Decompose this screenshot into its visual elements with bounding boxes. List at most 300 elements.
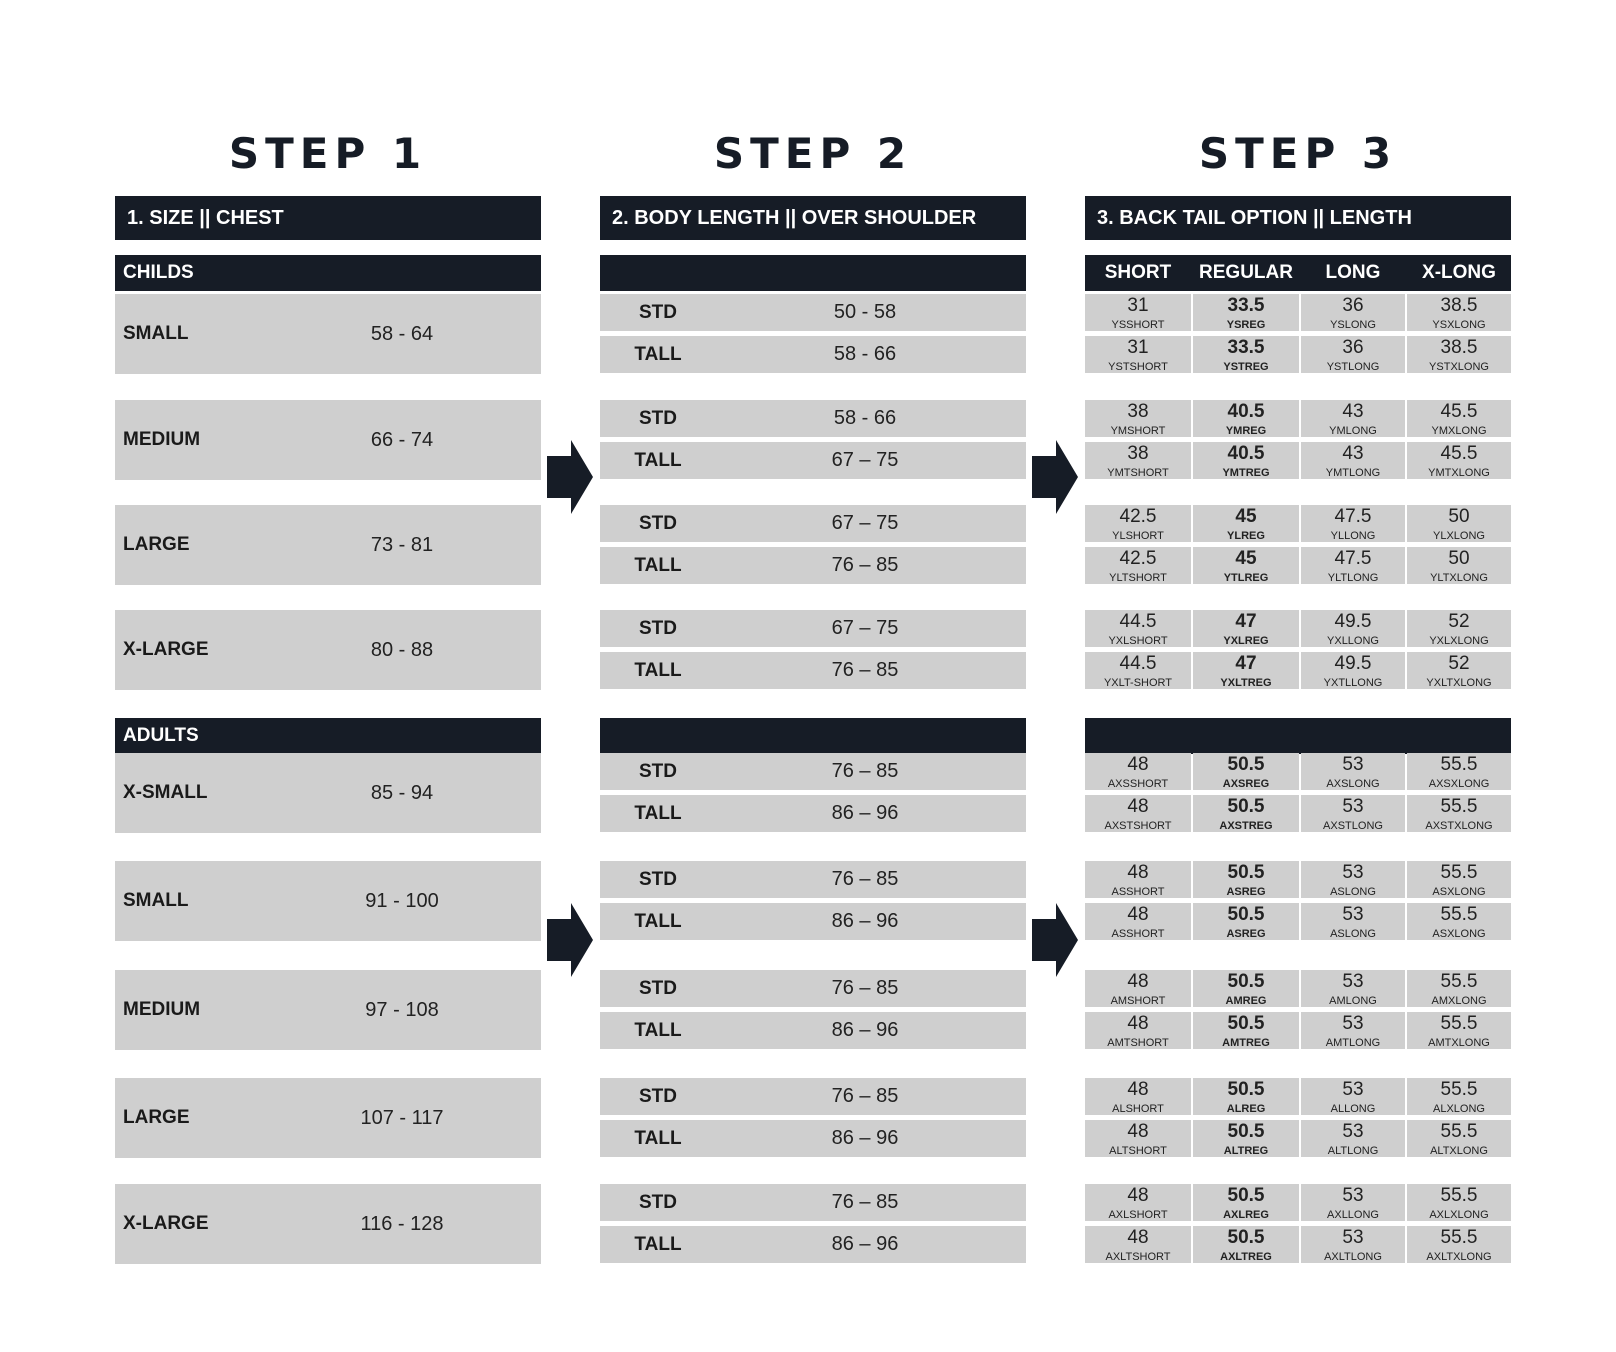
fit-label: STD: [639, 1191, 677, 1213]
tail-code: YLTXLONG: [1430, 572, 1488, 584]
tail-code: AMLONG: [1329, 995, 1377, 1007]
tail-length: 48: [1127, 1227, 1149, 1248]
chest-range: 116 - 128: [360, 1212, 444, 1235]
fit-label: TALL: [634, 1233, 682, 1255]
size-label: SMALL: [123, 890, 189, 911]
section-bar-blank: [600, 255, 1026, 291]
tail-option-cell[interactable]: [1193, 1120, 1299, 1157]
body-length-row[interactable]: [600, 795, 1026, 832]
tail-length: 50.5: [1227, 1121, 1265, 1142]
tail-length: 45: [1235, 548, 1257, 569]
size-label: X-LARGE: [123, 1213, 209, 1234]
tail-code: ALTLONG: [1327, 1145, 1379, 1157]
tail-length: 43: [1342, 401, 1364, 422]
fit-label: TALL: [634, 802, 682, 824]
tail-option-cell[interactable]: [1407, 400, 1511, 437]
tail-length: 42.5: [1119, 548, 1157, 569]
tail-option-cell[interactable]: [1085, 547, 1191, 584]
tail-option-cell[interactable]: [1085, 861, 1191, 898]
tail-option-cell[interactable]: [1407, 652, 1511, 689]
tail-code: YXTLLONG: [1323, 677, 1383, 689]
tail-option-cell[interactable]: [1193, 652, 1299, 689]
tail-length: 33.5: [1227, 295, 1265, 316]
tail-option-cell[interactable]: [1407, 442, 1511, 479]
tail-option-cell[interactable]: [1407, 505, 1511, 542]
fit-label: STD: [639, 760, 677, 782]
tail-length: 42.5: [1119, 506, 1157, 527]
tail-length: 50.5: [1227, 1013, 1265, 1034]
tail-length: 47.5: [1334, 506, 1372, 527]
tail-option-cell[interactable]: [1085, 442, 1191, 479]
body-length-row[interactable]: [600, 1078, 1026, 1115]
tail-code: AXSTLONG: [1323, 820, 1383, 832]
body-length-row[interactable]: [600, 547, 1026, 584]
fit-label: TALL: [634, 554, 682, 576]
tail-length: 47: [1235, 653, 1257, 674]
tail-length: 40.5: [1227, 401, 1265, 422]
tail-code: YSSHORT: [1111, 319, 1165, 331]
tail-length: 55.5: [1440, 971, 1478, 992]
length-range: 76 – 85: [831, 1191, 899, 1213]
tail-code: AXSXLONG: [1428, 778, 1490, 790]
tail-length: 50.5: [1227, 904, 1265, 925]
tail-option-cell[interactable]: [1407, 610, 1511, 647]
body-length-row[interactable]: [600, 505, 1026, 542]
tail-code: AXSLONG: [1326, 778, 1380, 790]
length-range: 86 – 96: [831, 1127, 899, 1149]
chest-range: 80 - 88: [370, 638, 434, 661]
tail-option-cell[interactable]: [1407, 547, 1511, 584]
tail-length: 44.5: [1119, 653, 1157, 674]
tail-length: 33.5: [1227, 337, 1265, 358]
tail-option-cell[interactable]: [1193, 294, 1299, 331]
tail-code: YXLSHORT: [1108, 635, 1168, 647]
tail-code: ASXLONG: [1432, 886, 1486, 898]
tail-length: 53: [1342, 1227, 1364, 1248]
tail-option-cell[interactable]: [1085, 795, 1191, 832]
tail-option-cell[interactable]: [1407, 294, 1511, 331]
tail-length: 55.5: [1440, 1227, 1478, 1248]
tail-length: 48: [1127, 754, 1149, 775]
tail-code: YLLONG: [1330, 530, 1376, 542]
section-bar-blank: [600, 718, 1026, 754]
tail-option-cell[interactable]: [1193, 1226, 1299, 1263]
chest-range: 107 - 117: [360, 1106, 444, 1129]
chest-range: 66 - 74: [370, 428, 434, 451]
tail-option-cell[interactable]: [1301, 1226, 1405, 1263]
tail-length: 50.5: [1227, 1079, 1265, 1100]
tail-length: 55.5: [1440, 796, 1478, 817]
body-length-row[interactable]: [600, 1184, 1026, 1221]
tail-length: 48: [1127, 971, 1149, 992]
tail-length: 53: [1342, 754, 1364, 775]
tail-option-cell[interactable]: [1301, 753, 1405, 790]
tail-length: 55.5: [1440, 1013, 1478, 1034]
arrow-right-icon: [547, 903, 593, 977]
tail-code: AMTXLONG: [1428, 1037, 1490, 1049]
tail-code: AMTREG: [1222, 1037, 1270, 1049]
size-row[interactable]: [115, 753, 541, 833]
size-label: SMALL: [123, 323, 189, 344]
tail-code: ASSHORT: [1111, 886, 1165, 898]
tail-code: YXLTXLONG: [1426, 677, 1492, 689]
length-range: 86 – 96: [831, 1233, 899, 1255]
tail-option-cell[interactable]: [1085, 1120, 1191, 1157]
tail-length: 40.5: [1227, 443, 1265, 464]
tail-option-cell[interactable]: [1407, 1078, 1511, 1115]
body-length-row[interactable]: [600, 610, 1026, 647]
tail-length: 53: [1342, 862, 1364, 883]
section-bar-blank: [1085, 718, 1511, 754]
tail-length: 45: [1235, 506, 1257, 527]
body-length-row[interactable]: [600, 400, 1026, 437]
tail-option-cell[interactable]: [1301, 1078, 1405, 1115]
tail-column-header: SHORT: [1104, 262, 1172, 283]
tail-option-cell[interactable]: [1301, 610, 1405, 647]
length-range: 76 – 85: [831, 760, 899, 782]
tail-code: YMXLONG: [1431, 425, 1487, 437]
tail-code: YXLT-SHORT: [1103, 677, 1173, 689]
tail-length: 45.5: [1440, 443, 1478, 464]
body-length-row[interactable]: [600, 1120, 1026, 1157]
fit-label: STD: [639, 512, 677, 534]
fit-label: STD: [639, 977, 677, 999]
tail-code: AXLTREG: [1220, 1251, 1272, 1263]
tail-code: AMTLONG: [1325, 1037, 1381, 1049]
fit-label: TALL: [634, 910, 682, 932]
tail-length: 53: [1342, 1079, 1364, 1100]
tail-option-cell[interactable]: [1301, 652, 1405, 689]
size-label: MEDIUM: [123, 429, 201, 450]
tail-column-header: X-LONG: [1422, 262, 1496, 283]
body-length-row[interactable]: [600, 1226, 1026, 1263]
tail-option-cell[interactable]: [1193, 903, 1299, 940]
tail-code: AXSTXLONG: [1425, 820, 1493, 832]
tail-code: ALSHORT: [1112, 1103, 1164, 1115]
tail-code: YSREG: [1226, 319, 1266, 331]
tail-length: 31: [1127, 337, 1149, 358]
tail-length: 48: [1127, 1185, 1149, 1206]
tail-code: YLTSHORT: [1109, 572, 1167, 584]
tail-option-cell[interactable]: [1407, 861, 1511, 898]
tail-length: 53: [1342, 1185, 1364, 1206]
chest-range: 58 - 64: [370, 322, 434, 345]
tail-option-cell[interactable]: [1193, 442, 1299, 479]
tail-length: 55.5: [1440, 904, 1478, 925]
tail-code: ASSHORT: [1111, 928, 1165, 940]
tail-code: ASREG: [1226, 928, 1266, 940]
step-2-title: STEP 2: [713, 129, 913, 178]
tail-option-cell[interactable]: [1301, 903, 1405, 940]
tail-length: 53: [1342, 971, 1364, 992]
body-length-row[interactable]: [600, 652, 1026, 689]
tail-code: YLSHORT: [1112, 530, 1164, 542]
size-row[interactable]: [115, 861, 541, 941]
body-length-row[interactable]: [600, 753, 1026, 790]
tail-option-cell[interactable]: [1193, 610, 1299, 647]
body-length-row[interactable]: [600, 970, 1026, 1007]
tail-code: YMTLONG: [1325, 467, 1381, 479]
size-row[interactable]: [115, 1184, 541, 1264]
fit-label: TALL: [634, 449, 682, 471]
body-length-row[interactable]: [600, 1012, 1026, 1049]
tail-length: 55.5: [1440, 862, 1478, 883]
tail-length: 55.5: [1440, 1121, 1478, 1142]
tail-code: YSXLONG: [1432, 319, 1486, 331]
tail-length: 53: [1342, 904, 1364, 925]
tail-code: AXLLONG: [1327, 1209, 1379, 1221]
tail-option-cell[interactable]: [1301, 400, 1405, 437]
size-chest-header: 1. SIZE || CHEST: [115, 196, 541, 240]
tail-option-cell[interactable]: [1193, 505, 1299, 542]
tail-code: YMTSHORT: [1107, 467, 1169, 479]
tail-length: 48: [1127, 862, 1149, 883]
tail-length: 55.5: [1440, 754, 1478, 775]
tail-code: YXLXLONG: [1429, 635, 1489, 647]
tail-length: 55.5: [1440, 1185, 1478, 1206]
tail-code: YSTLONG: [1326, 361, 1380, 373]
tail-code: YMLONG: [1329, 425, 1377, 437]
tail-option-cell[interactable]: [1193, 861, 1299, 898]
tail-length: 31: [1127, 295, 1149, 316]
tail-code: AXLXLONG: [1429, 1209, 1489, 1221]
tail-code: ALTSHORT: [1109, 1145, 1167, 1157]
length-range: 67 – 75: [831, 449, 899, 471]
tail-option-cell[interactable]: [1301, 795, 1405, 832]
tail-option-cell[interactable]: [1085, 753, 1191, 790]
tail-code: YMREG: [1225, 425, 1267, 437]
tail-code: AXSTSHORT: [1104, 820, 1172, 832]
tail-length: 53: [1342, 1121, 1364, 1142]
tail-length: 50.5: [1227, 1227, 1265, 1248]
fit-label: TALL: [634, 1127, 682, 1149]
tail-length: 52: [1448, 653, 1470, 674]
chest-range: 73 - 81: [370, 533, 434, 556]
length-range: 58 - 66: [833, 407, 897, 429]
tail-length: 48: [1127, 1079, 1149, 1100]
tail-option-cell[interactable]: [1193, 1012, 1299, 1049]
tail-option-cell[interactable]: [1407, 1120, 1511, 1157]
length-range: 76 – 85: [831, 659, 899, 681]
tail-code: AXLTSHORT: [1105, 1251, 1171, 1263]
tail-option-cell[interactable]: [1407, 795, 1511, 832]
body-length-row[interactable]: [600, 861, 1026, 898]
chest-range: 97 - 108: [365, 998, 439, 1021]
size-row[interactable]: [115, 970, 541, 1050]
tail-code: YMTXLONG: [1428, 467, 1490, 479]
tail-code: ASREG: [1226, 886, 1266, 898]
tail-code: YLXLONG: [1433, 530, 1485, 542]
tail-option-cell[interactable]: [1301, 1184, 1405, 1221]
tail-column-header: REGULAR: [1199, 262, 1293, 283]
tail-length: 38: [1127, 401, 1149, 422]
tail-code: YSTXLONG: [1429, 361, 1489, 373]
tail-length: 48: [1127, 796, 1149, 817]
length-range: 50 - 58: [833, 301, 897, 323]
tail-option-cell[interactable]: [1301, 861, 1405, 898]
fit-label: TALL: [634, 343, 682, 365]
size-row[interactable]: [115, 400, 541, 480]
tail-code: YTLREG: [1223, 572, 1269, 584]
fit-label: TALL: [634, 659, 682, 681]
tail-option-cell[interactable]: [1085, 1184, 1191, 1221]
tail-option-cell[interactable]: [1193, 970, 1299, 1007]
tail-code: ASLONG: [1330, 928, 1376, 940]
tail-option-cell[interactable]: [1085, 294, 1191, 331]
size-row[interactable]: [115, 294, 541, 374]
tail-option-cell[interactable]: [1085, 400, 1191, 437]
tail-option-cell[interactable]: [1301, 505, 1405, 542]
tail-option-cell[interactable]: [1301, 336, 1405, 373]
tail-code: YSLONG: [1330, 319, 1376, 331]
tail-option-cell[interactable]: [1085, 1226, 1191, 1263]
arrow-right-icon: [1032, 903, 1078, 977]
tail-option-cell[interactable]: [1407, 336, 1511, 373]
tail-length: 38.5: [1440, 295, 1478, 316]
tail-length: 50.5: [1227, 1185, 1265, 1206]
tail-option-cell[interactable]: [1407, 1226, 1511, 1263]
fit-label: STD: [639, 1085, 677, 1107]
tail-code: ALLONG: [1330, 1103, 1376, 1115]
step-3-title: STEP 3: [1198, 129, 1398, 178]
tail-option-cell[interactable]: [1407, 903, 1511, 940]
tail-code: AXSSHORT: [1107, 778, 1169, 790]
tail-option-cell[interactable]: [1193, 1078, 1299, 1115]
tail-option-cell[interactable]: [1085, 1012, 1191, 1049]
tail-code: AMREG: [1225, 995, 1267, 1007]
body-length-header: 2. BODY LENGTH || OVER SHOULDER: [600, 196, 1026, 240]
tail-length: 45.5: [1440, 401, 1478, 422]
tail-code: ASLONG: [1330, 886, 1376, 898]
tail-option-cell[interactable]: [1301, 970, 1405, 1007]
tail-code: AMTSHORT: [1107, 1037, 1169, 1049]
tail-option-cell[interactable]: [1407, 970, 1511, 1007]
tail-code: YMTREG: [1222, 467, 1270, 479]
tail-column-header: LONG: [1325, 262, 1381, 283]
fit-label: STD: [639, 617, 677, 639]
tail-length: 47.5: [1334, 548, 1372, 569]
body-length-row[interactable]: [600, 336, 1026, 373]
length-range: 76 – 85: [831, 1085, 899, 1107]
tail-option-cell[interactable]: [1085, 1078, 1191, 1115]
tail-option-cell[interactable]: [1301, 1012, 1405, 1049]
tail-length: 36: [1342, 337, 1364, 358]
tail-code: YXLTREG: [1220, 677, 1272, 689]
tail-length: 49.5: [1334, 653, 1372, 674]
tail-code: ALXLONG: [1433, 1103, 1485, 1115]
tail-code: ALTREG: [1223, 1145, 1269, 1157]
tail-code: ALTXLONG: [1430, 1145, 1488, 1157]
tail-option-cell[interactable]: [1085, 652, 1191, 689]
size-label: LARGE: [123, 1107, 190, 1128]
tail-length: 44.5: [1119, 611, 1157, 632]
size-label: X-SMALL: [123, 782, 208, 803]
tail-option-cell[interactable]: [1085, 610, 1191, 647]
tail-option-cell[interactable]: [1407, 753, 1511, 790]
chest-range: 85 - 94: [370, 781, 434, 804]
length-range: 86 – 96: [831, 910, 899, 932]
tail-length: 38: [1127, 443, 1149, 464]
fit-label: STD: [639, 301, 677, 323]
fit-label: TALL: [634, 1019, 682, 1041]
length-range: 76 – 85: [831, 977, 899, 999]
tail-option-cell[interactable]: [1085, 903, 1191, 940]
tail-length: 50.5: [1227, 862, 1265, 883]
chest-range: 91 - 100: [365, 889, 439, 912]
tail-option-cell[interactable]: [1301, 547, 1405, 584]
body-length-row[interactable]: [600, 903, 1026, 940]
length-range: 76 – 85: [831, 554, 899, 576]
size-label: MEDIUM: [123, 999, 201, 1020]
tail-length: 50: [1448, 506, 1470, 527]
tail-option-cell[interactable]: [1301, 294, 1405, 331]
tail-code: AXLREG: [1223, 1209, 1269, 1221]
tail-length: 48: [1127, 904, 1149, 925]
tail-option-cell[interactable]: [1407, 1012, 1511, 1049]
tail-length: 48: [1127, 1013, 1149, 1034]
fit-label: STD: [639, 407, 677, 429]
tail-length: 50: [1448, 548, 1470, 569]
tail-length: 50.5: [1227, 971, 1265, 992]
tail-code: YSTREG: [1223, 361, 1269, 373]
tail-option-cell[interactable]: [1193, 400, 1299, 437]
body-length-row[interactable]: [600, 294, 1026, 331]
length-range: 86 – 96: [831, 802, 899, 824]
tail-code: AXLSHORT: [1108, 1209, 1168, 1221]
tail-length: 50.5: [1227, 796, 1265, 817]
tail-option-cell[interactable]: [1301, 1120, 1405, 1157]
size-row[interactable]: [115, 610, 541, 690]
section-bar-childs: CHILDS: [115, 255, 541, 291]
tail-option-cell[interactable]: [1085, 970, 1191, 1007]
tail-length: 49.5: [1334, 611, 1372, 632]
tail-option-cell[interactable]: [1085, 336, 1191, 373]
tail-code: AMSHORT: [1110, 995, 1166, 1007]
tail-length: 52: [1448, 611, 1470, 632]
tail-length: 53: [1342, 796, 1364, 817]
tail-code: ASXLONG: [1432, 928, 1486, 940]
tail-length: 47: [1235, 611, 1257, 632]
length-range: 67 – 75: [831, 617, 899, 639]
length-range: 58 - 66: [833, 343, 897, 365]
length-range: 67 – 75: [831, 512, 899, 534]
tail-option-cell[interactable]: [1193, 1184, 1299, 1221]
section-bar-adults: ADULTS: [115, 718, 541, 754]
tail-option-cell[interactable]: [1193, 547, 1299, 584]
tail-code: AMXLONG: [1431, 995, 1487, 1007]
body-length-row[interactable]: [600, 442, 1026, 479]
tail-option-cell[interactable]: [1407, 1184, 1511, 1221]
tail-length: 38.5: [1440, 337, 1478, 358]
step-1-title: STEP 1: [228, 129, 428, 178]
tail-option-cell[interactable]: [1301, 442, 1405, 479]
back-tail-header: 3. BACK TAIL OPTION || LENGTH: [1085, 196, 1511, 240]
length-range: 76 – 85: [831, 868, 899, 890]
tail-code: YXLREG: [1223, 635, 1269, 647]
tail-option-cell[interactable]: [1193, 795, 1299, 832]
size-row[interactable]: [115, 505, 541, 585]
size-label: LARGE: [123, 534, 190, 555]
tail-code: AXSTREG: [1219, 820, 1273, 832]
fit-label: STD: [639, 868, 677, 890]
tail-option-cell[interactable]: [1193, 753, 1299, 790]
tail-option-cell[interactable]: [1193, 336, 1299, 373]
arrow-right-icon: [547, 440, 593, 514]
size-row[interactable]: [115, 1078, 541, 1158]
tail-length: 55.5: [1440, 1079, 1478, 1100]
tail-code: AXLTLONG: [1324, 1251, 1382, 1263]
tail-option-cell[interactable]: [1085, 505, 1191, 542]
